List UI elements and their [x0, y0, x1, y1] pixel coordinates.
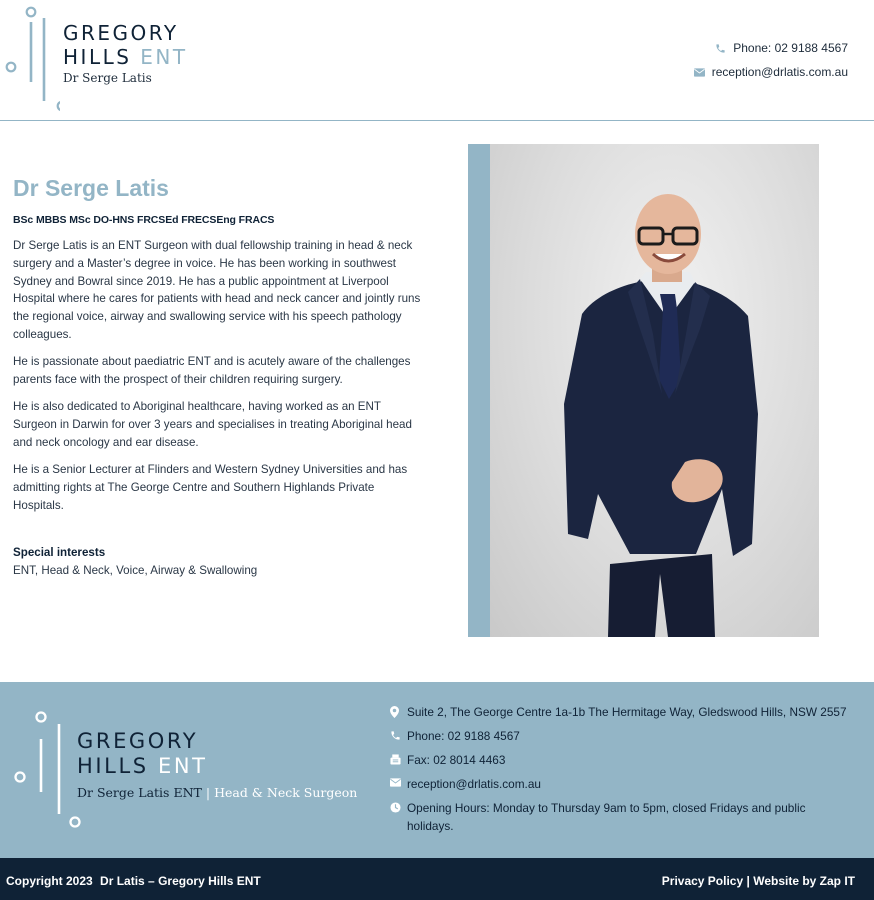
logo-hills: HILLS	[63, 45, 132, 69]
profile-content	[13, 175, 425, 580]
copyright-year: Copyright 2023	[6, 874, 93, 888]
footer-logo-line-1: GREGORY	[77, 729, 199, 753]
copyright-text	[6, 874, 265, 888]
footer-address	[390, 703, 850, 721]
bio-paragraph: Dr Serge Latis is an ENT Surgeon with dual fellowship training in head & neck surgery and a Master’s degree in voice. He has been working in southwest Sydney and Bowral since 2019. He has a public appointment at Liverpool Hospital where he cares for patients with head and neck cancer and jointly runs the regional voice, airway and swallowing service with his speech pathology colleagues.	[13, 239, 421, 341]
header-email[interactable]	[694, 63, 848, 81]
footer-email[interactable]	[390, 775, 850, 793]
special-interests-title: Special interests	[13, 545, 106, 559]
footer-logo-subtitle	[77, 785, 357, 800]
footer-logo-ent: ENT	[158, 754, 208, 778]
envelope-icon	[694, 68, 705, 77]
footer-logo-sub-a: Dr Serge Latis ENT	[77, 785, 202, 800]
footer-fax	[390, 751, 850, 769]
site-footer	[0, 682, 874, 858]
phone-icon	[715, 43, 726, 54]
bio-paragraph: He is passionate about paediatric ENT and is acutely aware of the challenges parents face with the prospect of their children requiring surgery.	[13, 355, 411, 387]
header-phone[interactable]	[694, 39, 848, 57]
logo-line-2	[63, 45, 188, 69]
map-pin-icon	[390, 703, 407, 718]
footer-logo[interactable]	[0, 682, 360, 858]
envelope-icon	[390, 775, 407, 787]
footer-hours-text: Opening Hours: Monday to Thursday 9am to 5pm, closed Fridays and public holidays.	[407, 801, 806, 833]
header-contact	[694, 39, 848, 87]
logo-line-1: GREGORY	[63, 21, 179, 45]
logo-subtitle: Dr Serge Latis	[63, 71, 152, 85]
footer-links-separator: |	[746, 874, 750, 888]
photo-accent-bar	[468, 144, 490, 637]
qualifications: BSc MBBS MSc DO-HNS FRCSEd FRECSEng FRACS	[13, 214, 275, 226]
footer-links	[662, 874, 855, 888]
privacy-policy-link[interactable]: Privacy Policy	[661, 874, 744, 888]
site-header	[0, 0, 874, 121]
footer-phone-text: Phone: 02 9188 4567	[407, 729, 520, 743]
footer-logo-line-2	[77, 754, 357, 779]
fax-icon	[390, 751, 407, 765]
footer-hours	[390, 799, 850, 835]
special-interests-list: ENT, Head & Neck, Voice, Airway & Swallowing	[13, 563, 258, 577]
footer-logo-wordmark	[77, 729, 357, 800]
footer-address-text: Suite 2, The George Centre 1a-1b The Hermitage Way, Gledswood Hills, NSW 2557	[407, 705, 847, 719]
header-phone-text: Phone: 02 9188 4567	[733, 41, 848, 55]
copyright-bar	[0, 858, 874, 900]
page-title: Dr Serge Latis	[13, 175, 169, 201]
profile-photo-frame	[468, 144, 819, 637]
biography	[13, 237, 425, 515]
website-credit-link[interactable]: Website by Zap IT	[753, 874, 855, 888]
bio-paragraph: He is also dedicated to Aboriginal healthcare, having worked as an ENT Surgeon in Darwin for over 3 years and specialises in treating Aboriginal head and neck oncology and ear disease.	[13, 400, 412, 449]
footer-fax-text: Fax: 02 8014 4463	[407, 753, 506, 767]
phone-icon	[390, 727, 407, 741]
footer-email-text: reception@drlatis.com.au	[407, 777, 541, 791]
header-email-text: reception@drlatis.com.au	[711, 65, 848, 79]
clock-icon	[390, 799, 407, 813]
footer-logo-hills: HILLS	[77, 754, 149, 778]
footer-contact-info	[390, 703, 850, 841]
bio-paragraph: He is a Senior Lecturer at Flinders and Western Sydney Universities and has admitting rights at The George Centre and Southern Highlands Private Hospitals.	[13, 463, 408, 512]
footer-logo-sub-b: Head & Neck Surgeon	[214, 785, 358, 800]
footer-logo-separator: |	[205, 785, 211, 800]
profile-photo	[490, 144, 819, 637]
site-logo[interactable]	[0, 0, 220, 121]
copyright-owner: Dr Latis – Gregory Hills ENT	[100, 874, 261, 888]
logo-ent: ENT	[140, 45, 188, 69]
footer-phone[interactable]	[390, 727, 850, 745]
special-interests	[13, 544, 425, 580]
logo-wordmark	[63, 21, 188, 85]
logo-mark-icon	[0, 0, 60, 121]
portrait-illustration	[490, 144, 819, 637]
